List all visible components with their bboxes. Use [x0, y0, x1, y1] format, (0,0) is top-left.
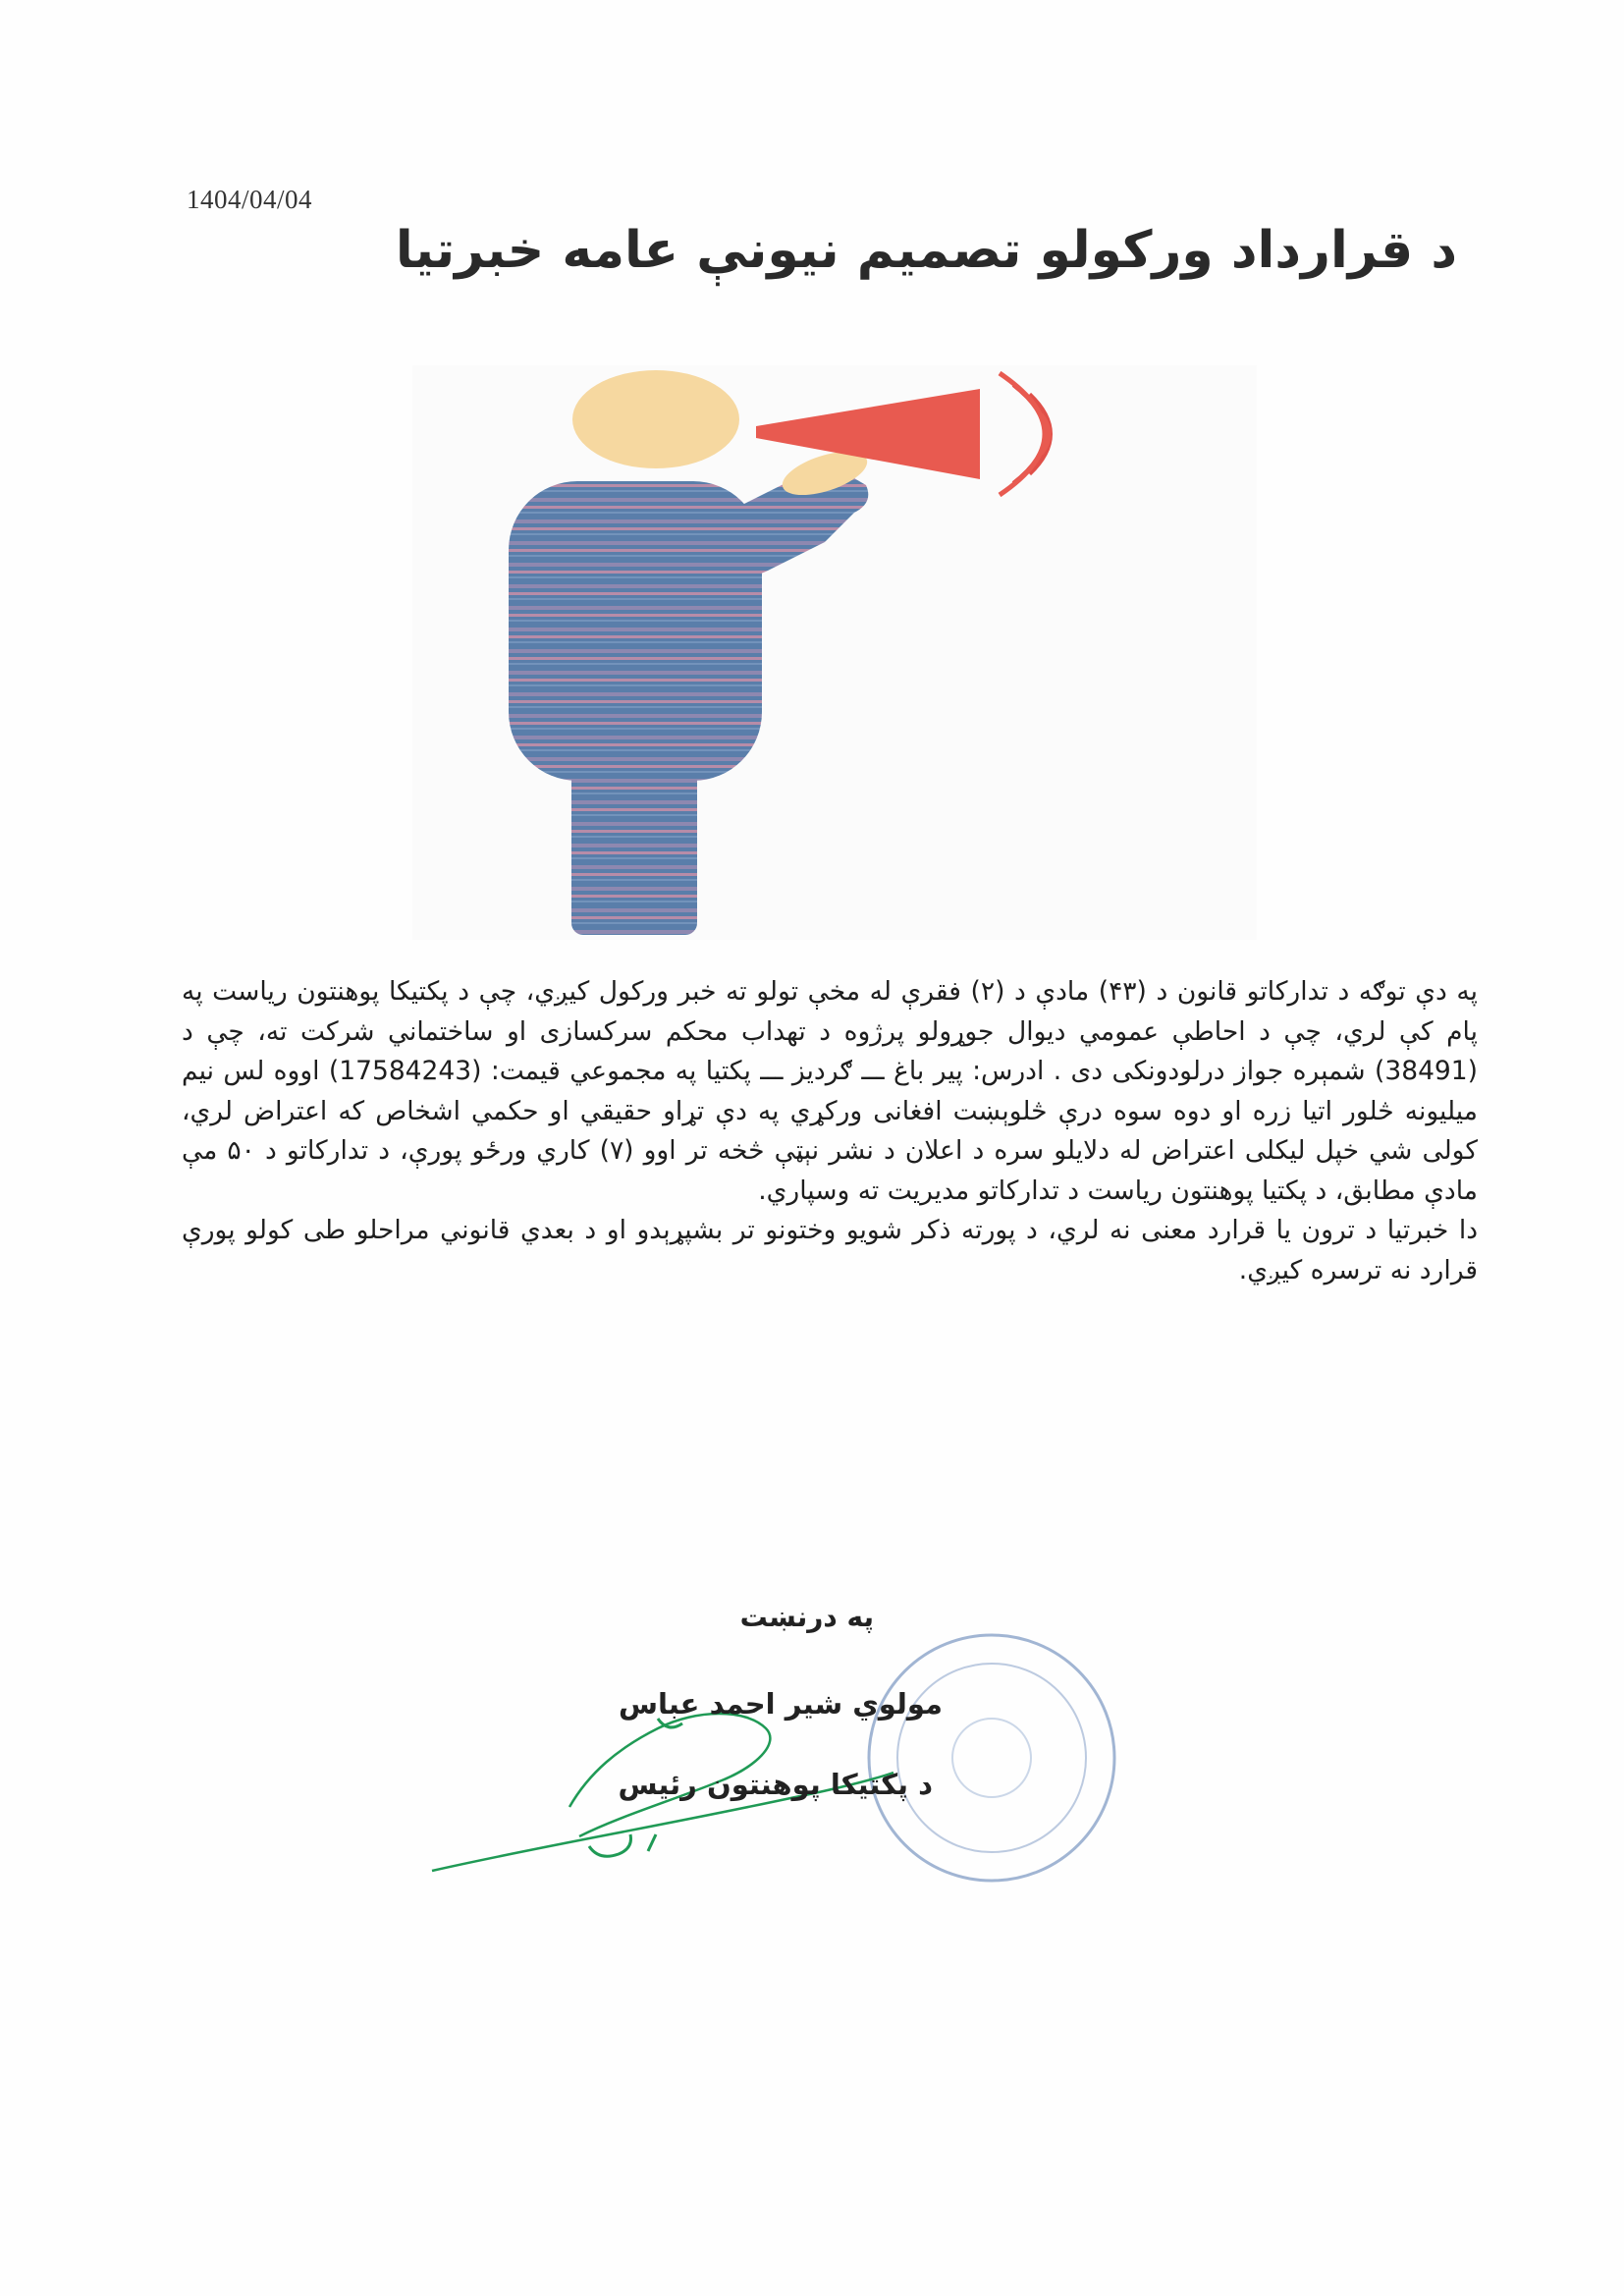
- signature-block: [422, 1561, 1129, 1935]
- signatory-name: مولوي شیر احمد عباس: [618, 1687, 943, 1721]
- announcement-body: [182, 972, 1478, 1290]
- figure-head: [572, 370, 739, 468]
- stamp-outer-ring: [869, 1635, 1114, 1881]
- announcement-paragraph: دا خبرتیا د ترون یا قرارد معنی نه لري، د پورته ذکر شویو وختونو تر بشپړېدو او د بعدي قانوني مراحلو طی کولو پورې قرارد نه ترسره کیږي.: [182, 1215, 1478, 1285]
- signatory-position: د پکتیکا پوهنتون رئیس: [618, 1768, 933, 1801]
- stamp-emblem: [952, 1719, 1031, 1797]
- announcement-illustration: [412, 365, 1257, 940]
- signature-regards: په درنښت: [739, 1601, 874, 1633]
- document-date: 1404/04/04: [187, 185, 313, 214]
- figure-leg: [571, 758, 697, 935]
- signature-stroke: [648, 1834, 656, 1851]
- document-title: د قرارداد ورکولو تصمیم نیونې عامه خبرتیا: [395, 221, 1457, 280]
- announcement-paragraph: په دې توګه د تدارکاتو قانون د (۴۳) مادې د (۲) فقرې له مخې تولو ته خبر ورکول کیږي، چې د پکتیکا پوهنتون ریاست په پام کې لري، چې د احاطې عمومي دیوال جوړولو پرژوه د تهداب محکم سرکسازی او ساختماني شرکت ته، چې د (38491) شمېره جواز درلودونکی دی . ادرس: پیر باغ ـــ ګردیز ـــ پکتیا په مجموعي قیمت: (17584243) اووه لس نیم میلیونه څلور اتیا زره او دوه سوه درې څلوېښت افغانی ورکړي په دې تړاو حقیقي او حکمي اشخاص که اعتراض لري، کولی شي خپل لیکلی اعتراض له دلایلو سره د اعلان د نشر نېټې څخه تر اوو (۷) کاري ورځو پورې، د تدارکاتو د ۵۰ مې مادې مطابق، د پکتیا پوهنتون ریاست د تدارکاتو مدیریت ته وسپاري.: [182, 976, 1478, 1206]
